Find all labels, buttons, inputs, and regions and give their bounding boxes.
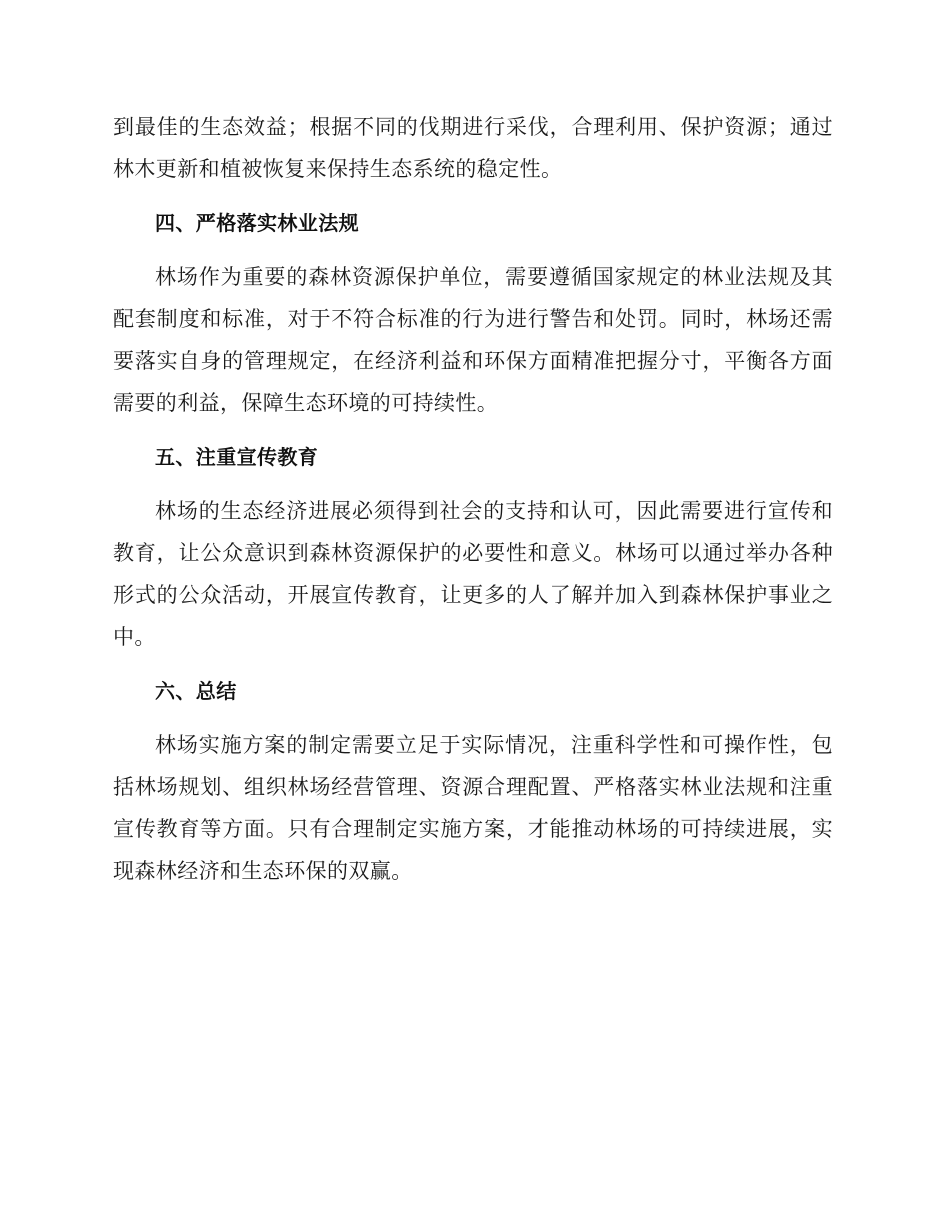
section-heading-publicity: 五、注重宣传教育 — [155, 445, 319, 469]
section-heading-summary: 六、总结 — [155, 679, 237, 703]
section-paragraph-publicity: 林场的生态经济进展必须得到社会的支持和认可，因此需要进行宣传和教育，让公众意识到森林资源保护的必要性和意义。林场可以通过举办各种形式的公众活动，开展宣传教育，让更多的人了解并加入到森林保护事业之中。 — [113, 499, 833, 649]
section-paragraph-regulations: 林场作为重要的森林资源保护单位，需要遵循国家规定的林业法规及其配套制度和标准，对于不符合标准的行为进行警告和处罚。同时，林场还需要落实自身的管理规定，在经济利益和环保方面精准把握分寸，平衡各方面需要的利益，保障生态环境的可持续性。 — [113, 265, 833, 415]
intro-paragraph: 到最佳的生态效益；根据不同的伐期进行采伐，合理利用、保护资源；通过林木更新和植被恢复来保持生态系统的稳定性。 — [113, 115, 833, 181]
section-heading-regulations: 四、严格落实林业法规 — [155, 211, 359, 235]
section-paragraph-summary: 林场实施方案的制定需要立足于实际情况，注重科学性和可操作性，包括林场规划、组织林场经营管理、资源合理配置、严格落实林业法规和注重宣传教育等方面。只有合理制定实施方案，才能推动林场的可持续进展，实现森林经济和生态环保的双赢。 — [113, 733, 833, 883]
document-body — [113, 106, 833, 892]
